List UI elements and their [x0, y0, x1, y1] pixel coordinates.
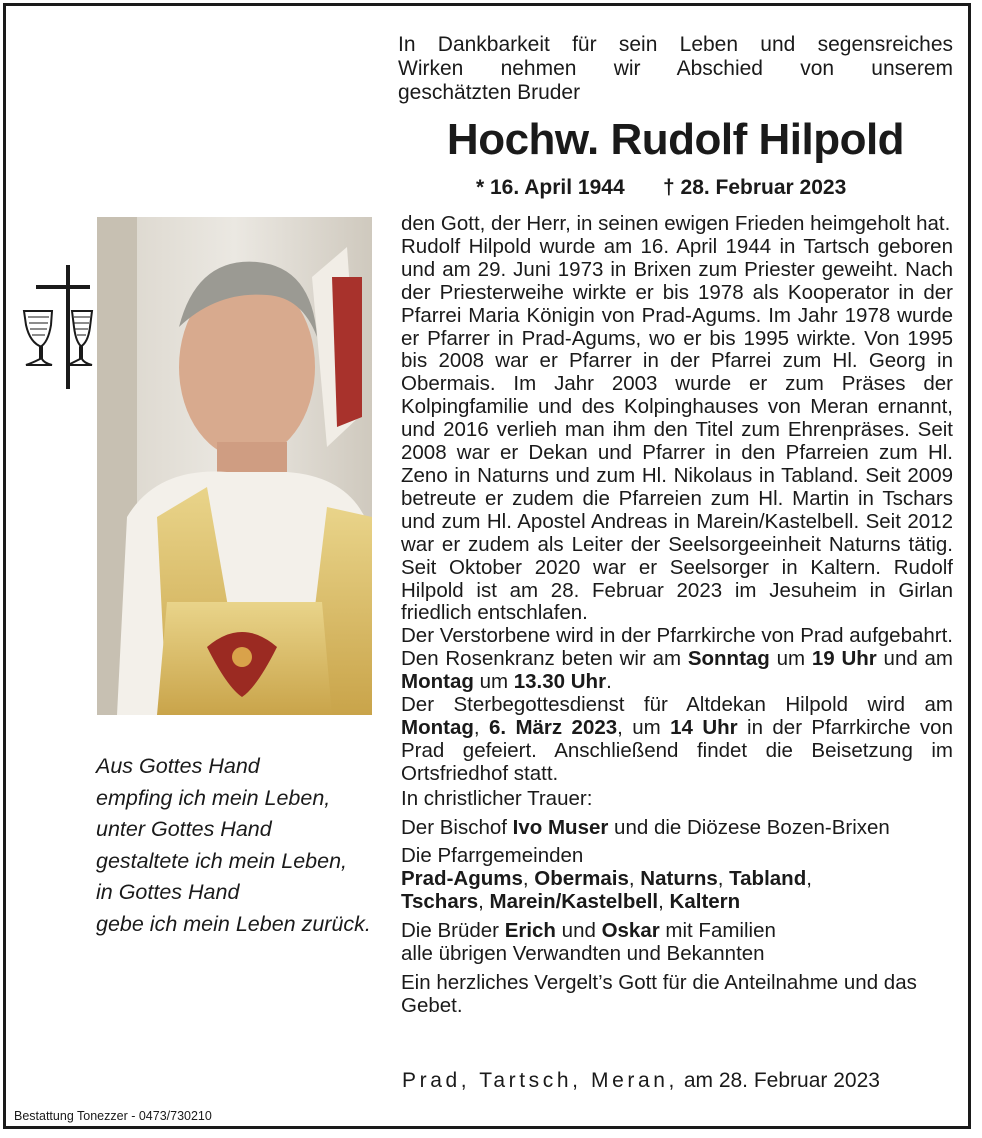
- text-bold: Kaltern: [669, 890, 741, 914]
- relatives-line: alle übrigen Verwandten und Bekannten: [401, 942, 765, 966]
- birth-date: * 16. April 1944: [476, 176, 625, 199]
- text: ,: [478, 890, 490, 914]
- text: Der Bischof: [401, 815, 513, 839]
- trauer-label: In christlicher Trauer:: [401, 786, 593, 810]
- portrait-photo: [97, 217, 372, 715]
- thanks-text: Ein herzliches Vergelt’s Gott für die Anteilnahme und das Gebet.: [401, 971, 917, 1017]
- poem-line: Aus Gottes Hand: [96, 754, 260, 778]
- body-paragraph-4: [401, 694, 953, 786]
- deceased-name: Hochw. Rudolf Hilpold: [446, 115, 905, 164]
- text-bold: Obermais: [534, 867, 629, 891]
- intro-line-3: geschätzten Bruder: [398, 81, 581, 104]
- place-date: [402, 1068, 954, 1094]
- text: ,: [717, 867, 730, 891]
- text-bold: Prad-Agums: [401, 867, 523, 891]
- intro-line-2: Wirken nehmen wir Abschied von unserem: [398, 57, 953, 80]
- text: ,: [628, 867, 641, 891]
- text: .: [606, 670, 612, 694]
- text-bold: Oskar: [601, 919, 660, 943]
- text: ,: [522, 867, 535, 891]
- poem-line: gestaltete ich mein Leben,: [96, 848, 347, 873]
- text: ,: [658, 890, 670, 914]
- text: und die Diözese Bozen-Brixen: [608, 815, 890, 839]
- funeral-home-credit: Bestattung Tonezzer - 0473/730210: [14, 1109, 212, 1123]
- cross-chalice-icon: [22, 265, 94, 390]
- text: ,: [806, 867, 812, 891]
- text-bold: Tabland: [729, 867, 807, 891]
- mourner-bishop: [401, 817, 953, 840]
- death-date: † 28. Februar 2023: [663, 176, 847, 199]
- body-paragraph-3: [401, 625, 953, 694]
- text: , um: [617, 715, 671, 739]
- brothers-line: [401, 920, 953, 943]
- poem-line: gebe ich mein Leben zurück.: [96, 911, 371, 936]
- text: Der Sterbegottesdienst für Altdekan Hilpold wird am: [401, 693, 953, 717]
- place-date-text: am 28. Februar 2023: [683, 1069, 880, 1092]
- text-bold: Sonntag: [687, 647, 770, 671]
- text: Der Verstorbene wird in der Pfarrkirche von Prad aufgebahrt. Den Rosenkranz beten wir am: [401, 624, 953, 671]
- parishes-label: Die Pfarrgemeinden: [401, 844, 584, 868]
- mourner-parishes: [401, 845, 953, 914]
- text: und am: [876, 647, 953, 671]
- poem-line: empfing ich mein Leben,: [96, 785, 331, 810]
- text: ,: [473, 715, 489, 739]
- text-bold: Tschars: [401, 890, 479, 914]
- intro-line-1: In Dankbarkeit für sein Leben und segensreiches: [398, 33, 953, 56]
- text-bold: Montag: [401, 670, 474, 694]
- place-towns: Prad, Tartsch, Meran,: [402, 1069, 678, 1092]
- text: und: [555, 919, 602, 943]
- mourner-brothers: [401, 920, 953, 966]
- text-bold: 14 Uhr: [670, 715, 738, 739]
- text: um: [473, 670, 514, 694]
- body-paragraph-1: den Gott, der Herr, in seinen ewigen Frieden heimgeholt hat.: [401, 212, 951, 235]
- poem-line: unter Gottes Hand: [96, 817, 272, 841]
- parishes-list: [401, 868, 953, 914]
- mourners: [401, 788, 953, 1018]
- text-bold: Erich: [504, 919, 556, 943]
- text-bold: Montag: [401, 715, 474, 739]
- text-bold: 13.30 Uhr: [513, 670, 607, 694]
- text: in der Pfarrkirche von Prad gefeiert. Anschließend findet die Beisetzung im Ortsfriedhof statt.: [401, 715, 953, 785]
- text: mit Familien: [659, 919, 776, 943]
- intro-text: [398, 33, 953, 105]
- text: um: [769, 647, 812, 671]
- text-bold: Marein/Kastelbell: [489, 890, 659, 914]
- poem-line: in Gottes Hand: [96, 880, 240, 904]
- text: Die Brüder: [401, 919, 505, 943]
- text-bold: 6. März 2023: [488, 715, 618, 739]
- obituary-body: [401, 213, 953, 1024]
- poem: [96, 751, 386, 940]
- text-bold: Naturns: [640, 867, 718, 891]
- text-bold: Ivo Muser: [512, 815, 609, 839]
- body-paragraph-2: Rudolf Hilpold wurde am 16. April 1944 in Tartsch geboren und am 29. Juni 1973 in Brixen zum Priester geweiht. Nach der Priesterweihe wirkte er bis 1978 als Kooperator in der Pfarrei Maria Königin von Prad-Agums. Im Jahr 1978 wurde er Pfarrer in Prad-Agums, wo er bis 1995 wirkte. Von 1995 bis 2008 war er Pfarrer in der Pfarrei zum Hl. Georg in Obermais. Im Jahr 2003 wurde er zum Präses der Kolpingfamilie und des Kolpinghauses von Meran ernannt, und 2016 verlieh man ihm den Titel zum Ehrenpräses. Seit 2008 war er Dekan und Pfarrer in den Pfarreien zum Hl. Zeno in Naturns und zum Hl. Nikolaus in Tabland. Seit 2009 betreute er zudem die Pfarreien zum Hl. Martin in Tschars und zum Hl. Apostel Andreas in Marein/Kastelbell. Seit 2012 war er zudem als Leiter der Seelsorgeeinheit Naturns tätig. Seit Oktober 2020 war er Seelsorger in Kaltern. Rudolf Hilpold ist am 28. Februar 2023 im Jesuheim in Girlan friedlich entschlafen.: [401, 234, 953, 625]
- text-bold: 19 Uhr: [811, 647, 877, 671]
